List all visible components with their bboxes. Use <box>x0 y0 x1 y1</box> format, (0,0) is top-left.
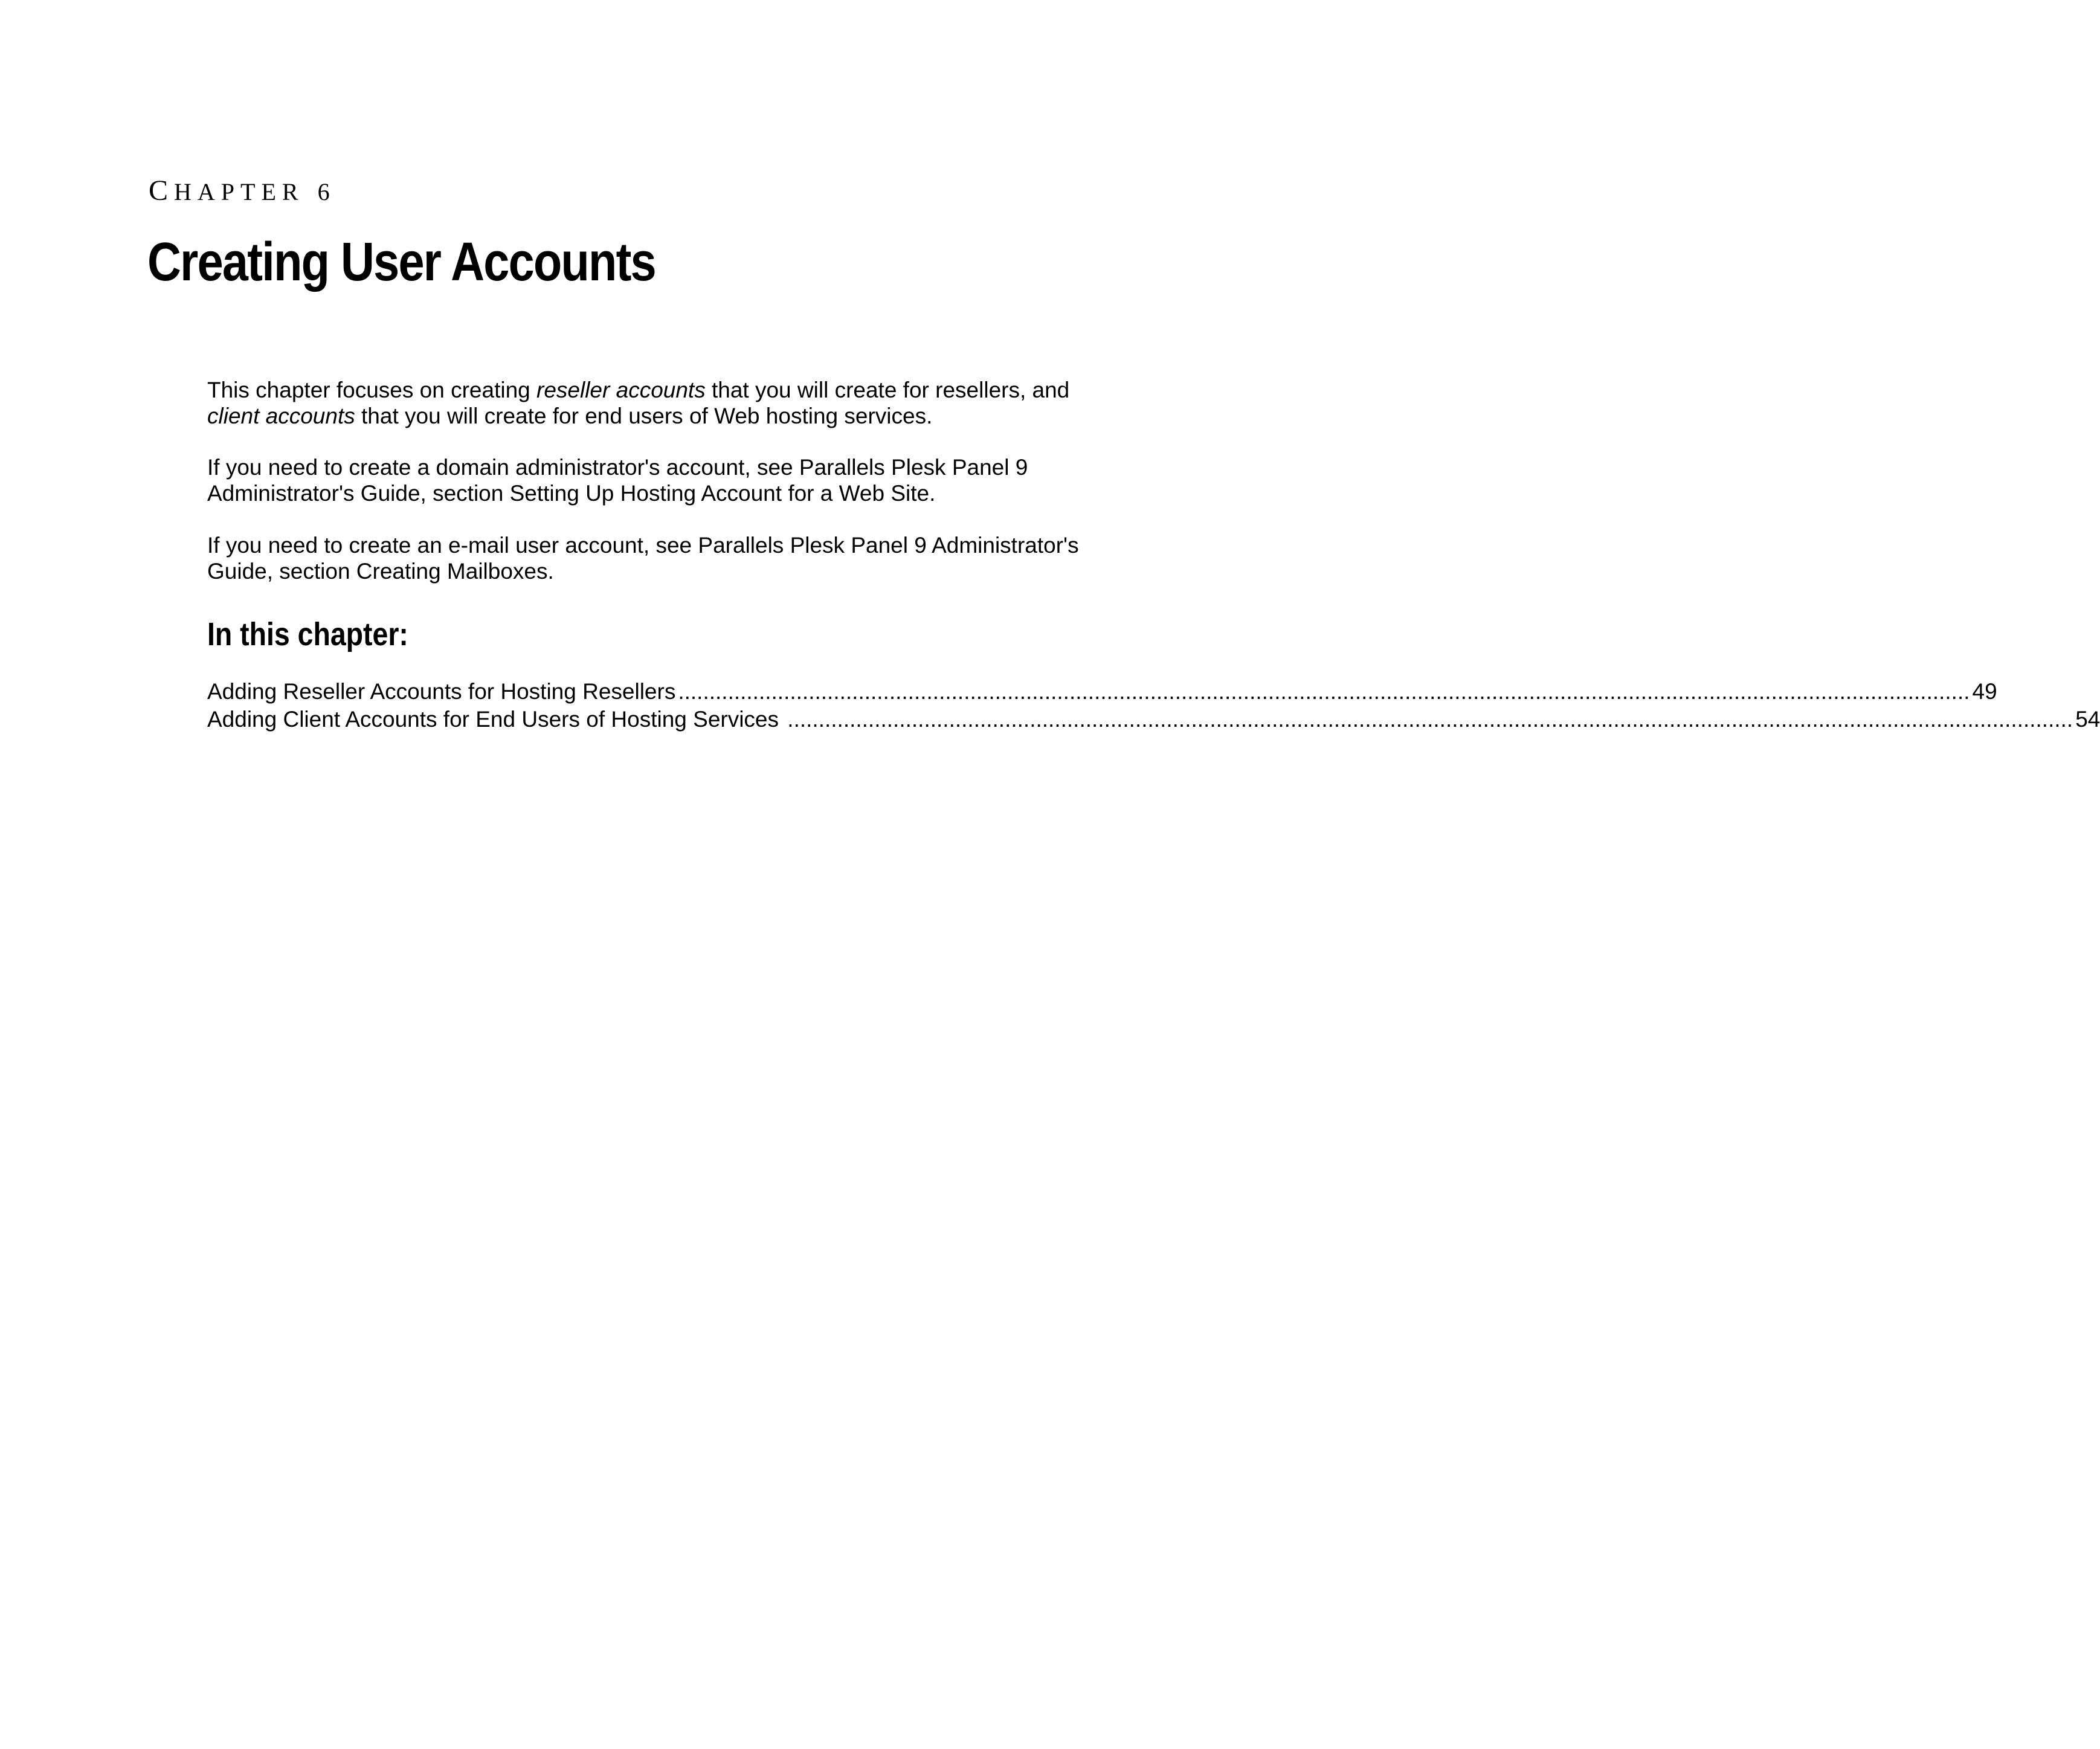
toc-entry[interactable] <box>207 706 2100 733</box>
chapter-label-initial: C <box>149 175 175 207</box>
toc-entry-title[interactable]: Adding Reseller Accounts for Hosting Resellers <box>207 679 676 704</box>
domain-admin-paragraph: If you need to create a domain administrator's account, see Parallels Plesk Panel 9 Administrator's Guide, section Setting Up Hosting Account for a Web Site. <box>207 455 1028 506</box>
toc-leader-dots: ................................................................................................................................................................................................................ <box>678 679 1970 704</box>
chapter-label-word: HAPTER <box>174 178 304 205</box>
toc-entry-page[interactable]: 54 <box>2075 707 2100 732</box>
toc-entry-page[interactable]: 49 <box>1972 679 1997 704</box>
intro-text-2: that you will create for resellers, and <box>705 378 1070 402</box>
toc-heading: In this chapter: <box>207 616 408 652</box>
toc-entry[interactable] <box>207 678 1997 706</box>
intro-emphasis-reseller: reseller accounts <box>536 378 706 402</box>
intro-text-3: that you will create for end users of Web hosting services. <box>355 404 933 428</box>
toc-entry-title[interactable]: Adding Client Accounts for End Users of Hosting Services <box>207 707 779 732</box>
intro-text-1: This chapter focuses on creating <box>207 378 537 402</box>
chapter-label <box>149 173 336 210</box>
toc-leader-dots: ............................................................................................................................................................................................................... <box>781 707 2073 732</box>
intro-emphasis-client: client accounts <box>207 404 355 428</box>
toc-list <box>207 678 2100 733</box>
intro-paragraph <box>207 377 1113 429</box>
page-title: Creating User Accounts <box>147 232 655 292</box>
email-user-paragraph: If you need to create an e-mail user account, see Parallels Plesk Panel 9 Administrator's Guide, section Creating Mailboxes. <box>207 533 1079 584</box>
chapter-number: 6 <box>317 178 336 205</box>
